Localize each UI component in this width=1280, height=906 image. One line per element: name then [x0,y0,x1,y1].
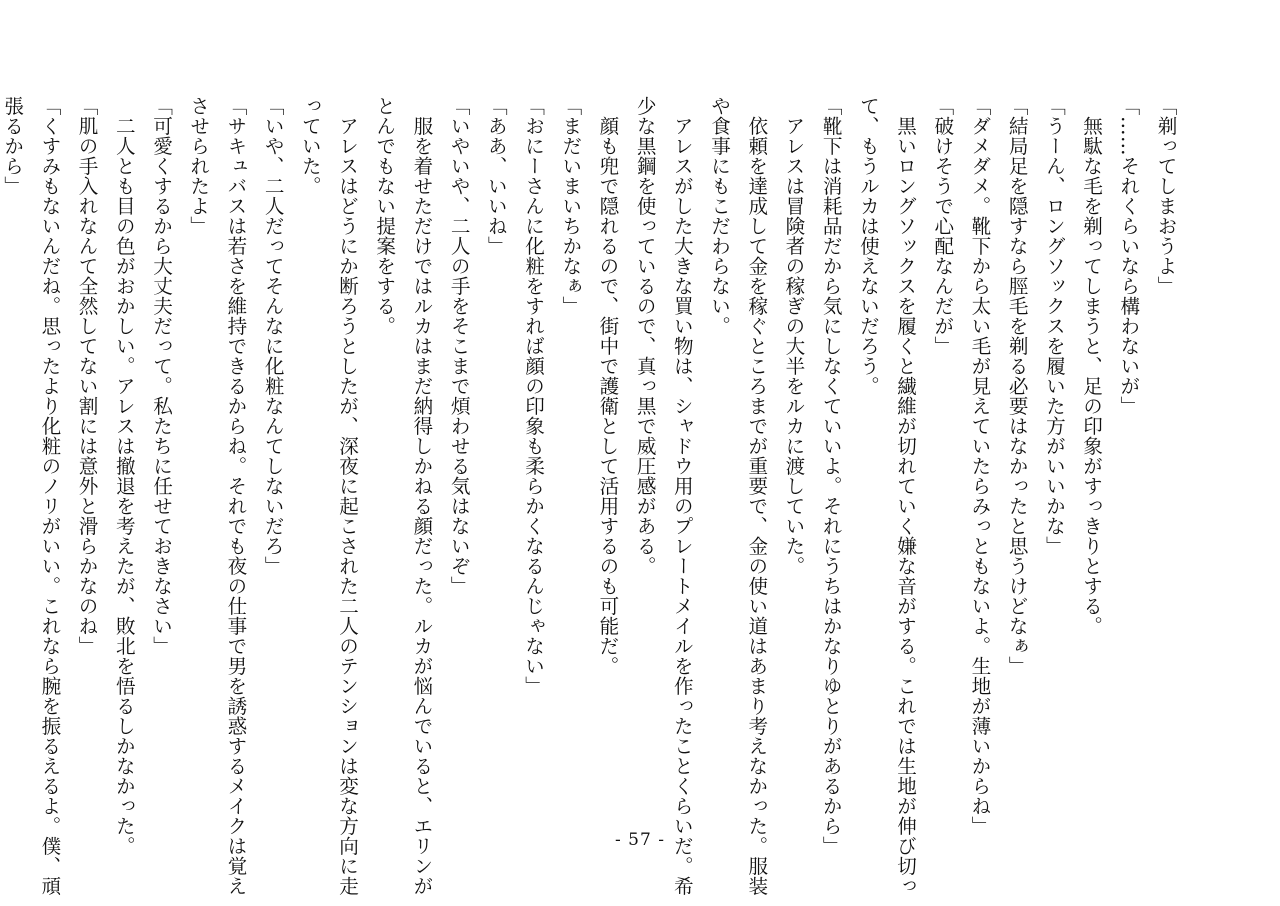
text-line: 「剃ってしまおうよ」 [1154,96,1177,296]
text-line: 黒いロングソックスを履くと繊維が切れていく嫌な音がする。これでは生地が伸び切っ [893,96,917,896]
text-line: 依頼を達成して金を稼ぐところまでが重要で、金の使い道はあまり考えなかった。服装 [744,96,768,896]
page-number: - 57 - [615,830,665,850]
text-line: 「ダメダメ。靴下から太い毛が見えていたらみっともないよ。生地が薄いからね」 [967,96,991,836]
text-line: 「いや、二人だってそんなに化粧なんてしないだろ」 [261,96,285,576]
text-line: 「結局足を隠すなら脛毛を剃る必要はなかったと思うけどなぁ」 [1005,96,1029,676]
text-line: アレスがした大きな買い物は、シャドウ用のプレートメイルを作ったことくらいだ。希 [670,96,694,896]
text-line: 「……それくらいなら構わないが」 [1116,96,1140,416]
text-line: や食事にもこだわらない。 [707,96,731,336]
text-line: アレスは冒険者の稼ぎの大半をルカに渡していた。 [781,96,805,576]
text-line: 顔も兜で隠れるので、街中で護衛として活用するのも可能だ。 [595,96,619,676]
text-line: 張るから」 [0,96,24,196]
text-line: 「破けそうで心配なんだが」 [930,96,954,356]
text-line: 少な黒鋼を使っているので、真っ黒で威圧感がある。 [633,96,657,576]
text-line: 服を着せただけではルカはまだ納得しかねる顔だった。ルカが悩んでいると、エリンが [409,96,433,896]
text-line: 「靴下は消耗品だから気にしなくていいよ。それにうちはかなりゆとりがあるから」 [819,96,843,856]
text-line: 「おにーさんに化粧をすれば顔の印象も柔らかくなるんじゃない」 [521,96,545,696]
text-line: 「いやいや、二人の手をそこまで煩わせる気はないぞ」 [447,96,471,596]
text-line: っていた。 [298,96,322,196]
text-line: とんでもない提案をする。 [372,96,396,336]
text-line: 「肌の手入れなんて全然してない割には意外と滑らかなのね」 [75,96,99,656]
text-line: 「うーん、ロングソックスを履いた方がいいかな」 [1042,96,1066,556]
text-line: 「ああ、いいね」 [484,96,508,256]
text-line: させられたよ」 [186,96,210,236]
text-line: 「可愛くするから大丈夫だって。私たちに任せておきなさい」 [149,96,173,656]
text-line: て、もうルカは使えないだろう。 [856,96,880,396]
text-line: 二人とも目の色がおかしい。アレスは撤退を考えたが、敗北を悟るしかなかった。 [112,96,136,856]
text-line: アレスはどうにか断ろうとしたが、深夜に起こされた二人のテンションは変な方向に走 [335,96,359,896]
text-line: 「サキュバスは若さを維持できるからね。それでも夜の仕事で男を誘惑するメイクは覚え [223,96,247,896]
text-line: 「まだいまいちかなぁ」 [558,96,582,316]
text-line: 「くすみもないんだね。思ったより化粧のノリがいい。これなら腕を振るえるよ。僕、頑 [37,96,61,896]
text-line: 無駄な毛を剃ってしまうと、足の印象がすっきりとする。 [1079,96,1103,636]
